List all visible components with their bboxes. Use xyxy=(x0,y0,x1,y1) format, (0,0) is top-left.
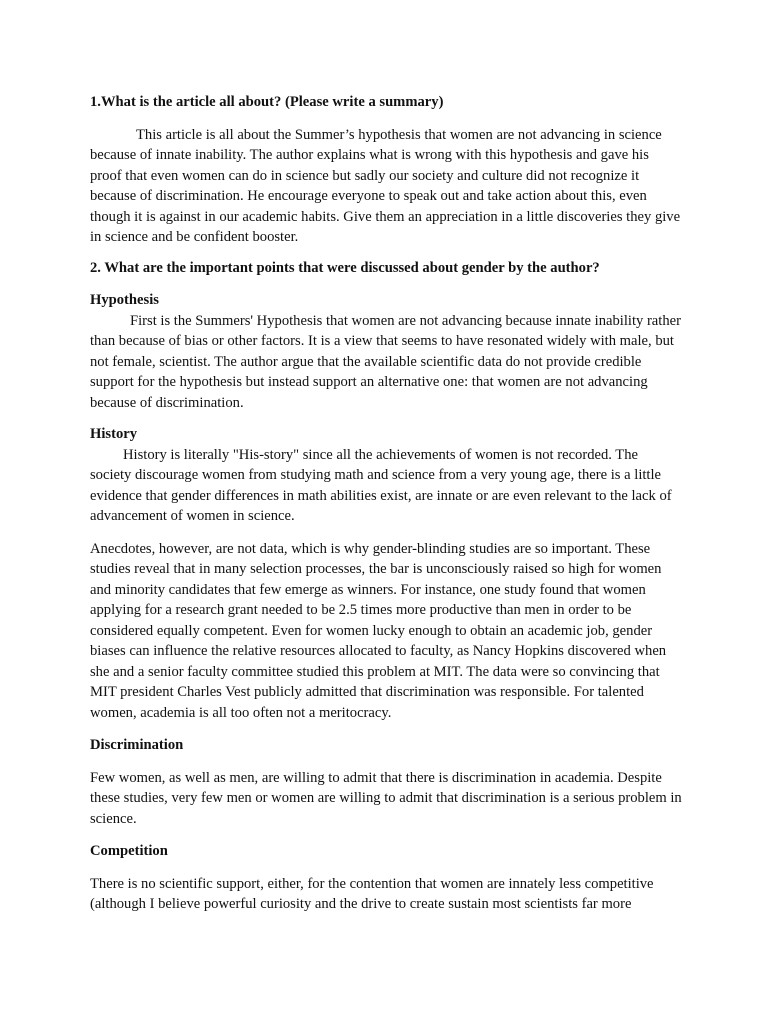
question-1-heading: 1.What is the article all about? (Please write a summary) xyxy=(90,94,444,110)
hypothesis-paragraph: First is the Summers' Hypothesis that women are not advancing because innate inability rather than because of bias or other factors. It is a view that seems to have resonated widely with male, but not female, scientist. The author argue that the available scientific data do not provide credible support for the hypothesis but instead support an alternative one: that women are not advancing because of discrimination. xyxy=(90,312,681,411)
history-paragraph: History is literally "His-story" since all the achievements of women is not recorded. The society discourage women from studying math and science from a very young age, there is a little evidence that gender differences in math abilities exist, are innate or are even relevant to the lack of advancement of women in science. xyxy=(90,446,672,524)
anecdotes-paragraph: Anecdotes, however, are not data, which is why gender-blinding studies are so important. These studies reveal that in many selection processes, the bar is unconsciously raised so high for women and minority candidates that few emerge as winners. For instance, one study found that women applying for a research grant needed to be 2.5 times more productive than men in order to be considered equally competent. Even for women lucky enough to obtain an academic job, gender biases can influence the relative resources allocated to faculty, as Nancy Hopkins discovered when she and a senior faculty committee studied this problem at MIT. The data were so convincing that MIT president Charles Vest publicly admitted that discrimination was responsible. For talented women, academia is all too often not a meritocracy. xyxy=(90,540,667,721)
discrimination-paragraph: Few women, as well as men, are willing to admit that there is discrimination in academia. Despite these studies, very few men or women are willing to admit that discrimination is a serious problem in science. xyxy=(90,769,682,827)
section-heading-history: History xyxy=(90,426,138,442)
question-2-heading: 2. What are the important points that were discussed about gender by the author? xyxy=(90,259,600,276)
competition-paragraph: There is no scientific support, either, for the contention that women are innately less competitive (although I believe powerful curiosity and the drive to create sustain most scientists far more xyxy=(90,875,654,912)
section-heading-discrimination: Discrimination xyxy=(90,737,184,753)
section-heading-hypothesis: Hypothesis xyxy=(90,292,159,308)
summary-paragraph: This article is all about the Summer’s hypothesis that women are not advancing in science because of innate inability. The author explains what is wrong with this hypothesis and gave his proof that even women can do in science but sadly our society and culture did not recognize it because of discrimination. He encourage everyone to speak out and take action about this, even though it is against in our academic habits. Give them an appreciation in a little discoveries they give in science and be confident booster. xyxy=(90,126,681,245)
document-page xyxy=(90,92,682,915)
section-heading-competition: Competition xyxy=(90,843,168,859)
